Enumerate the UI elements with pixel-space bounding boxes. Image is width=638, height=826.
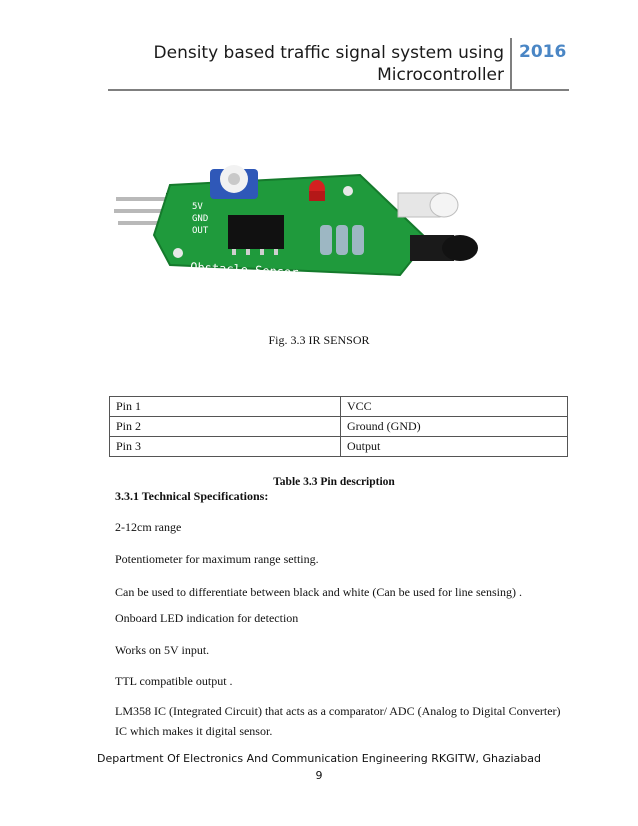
footer-page-number: 9 <box>315 769 323 782</box>
figure-caption: Fig. 3.3 IR SENSOR <box>268 333 370 347</box>
potentiometer <box>210 165 258 199</box>
spec-item: Can be used to differentiate between black and white (Can be used for line sensing) . <box>115 585 522 599</box>
table-cell: VCC <box>341 397 568 417</box>
pin-label-5v: 5V <box>192 202 203 212</box>
spec-item: Onboard LED indication for detection <box>115 611 299 625</box>
header-title-line-2: Microcontroller <box>377 65 504 85</box>
ir-receiver-led <box>410 235 478 261</box>
ir-sensor-figure <box>110 155 490 295</box>
spec-item: Works on 5V input. <box>115 643 210 657</box>
footer-department: Department Of Electronics And Communication Engineering RKGITW, Ghaziabad <box>97 752 541 765</box>
header-title <box>104 42 504 86</box>
lm358-ic-chip <box>228 215 284 255</box>
table-row <box>110 417 568 437</box>
spec-item: 2-12cm range <box>115 520 182 534</box>
table-cell: Output <box>341 437 568 457</box>
spec-item: LM358 IC (Integrated Circuit) that acts as a comparator/ ADC (Analog to Digital Converter) IC which makes it digital sensor. <box>115 704 561 738</box>
section-heading: 3.3.1 Technical Specifications: <box>115 489 269 503</box>
ir-emitter-led <box>398 193 458 217</box>
table-row <box>110 397 568 417</box>
table-cell: Pin 3 <box>110 437 341 457</box>
table-cell: Pin 1 <box>110 397 341 417</box>
pin-label-gnd: GND <box>192 214 209 224</box>
red-led <box>309 180 325 201</box>
header-horizontal-rule <box>108 89 569 91</box>
table-cell: Pin 2 <box>110 417 341 437</box>
header-vertical-rule <box>510 38 512 90</box>
table-cell: Ground (GND) <box>341 417 568 437</box>
table-row <box>110 437 568 457</box>
header-title-line-1: Density based traffic signal system using <box>153 43 504 63</box>
pin-label-out: OUT <box>192 226 209 236</box>
board-silkscreen-text: Obstacle Sensor <box>189 260 299 280</box>
resistors <box>320 225 364 255</box>
header-year: 2016 <box>519 42 567 62</box>
spec-item: Potentiometer for maximum range setting. <box>115 552 319 566</box>
pin-description-table <box>109 396 568 457</box>
spec-item: TTL compatible output . <box>115 674 233 688</box>
table-caption: Table 3.3 Pin description <box>273 476 395 488</box>
ir-sensor-image <box>110 155 490 295</box>
